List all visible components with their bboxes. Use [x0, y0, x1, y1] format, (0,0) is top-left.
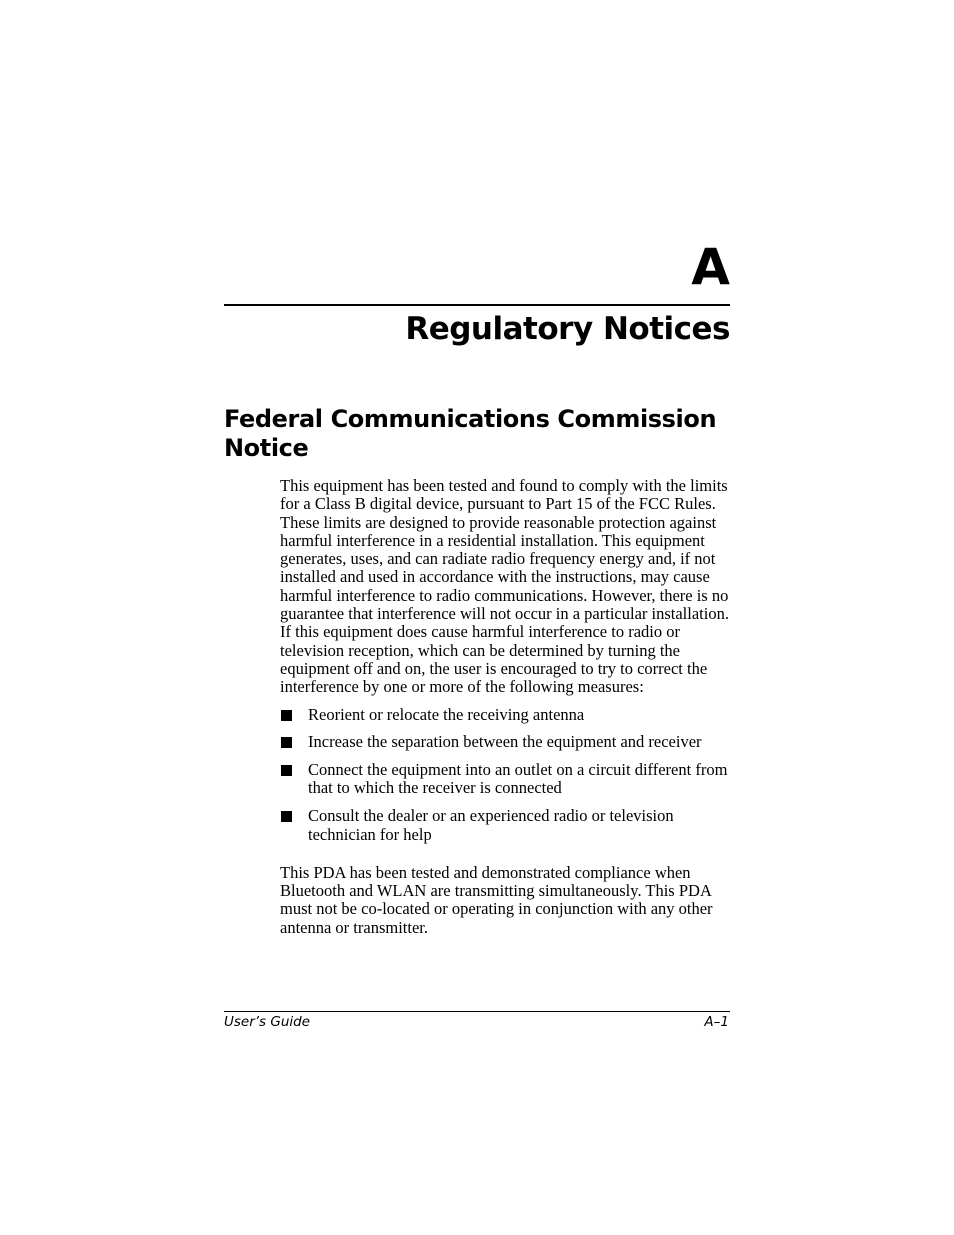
square-bullet-icon	[281, 710, 292, 721]
square-bullet-icon	[281, 811, 292, 822]
compliance-paragraph: This PDA has been tested and demonstrated compliance when Bluetooth and WLAN are transmitting simultaneously. This PDA must not be co-located or operating in conjunction with any other antenna or transmitter.	[280, 862, 713, 937]
chapter-title: Regulatory Notices	[405, 311, 730, 347]
chapter-letter: A	[691, 238, 730, 296]
list-item-text: Consult the dealer or an experienced radio or television technician for help	[308, 806, 674, 844]
list-item	[280, 706, 732, 724]
square-bullet-icon	[281, 765, 292, 776]
list-item	[280, 807, 732, 844]
section-heading: Federal Communications Commission Notice	[224, 405, 717, 462]
square-bullet-icon	[281, 737, 292, 748]
list-item-text: Connect the equipment into an outlet on a circuit different from that to which the receiver is connected	[308, 760, 728, 798]
intro-paragraph: This equipment has been tested and found to comply with the limits for a Class B digital device, pursuant to Part 15 of the FCC Rules. These limits are designed to provide reasonable protection against harmful interference in a residential installation. This equipment generates, uses, and can radiate radio frequency energy and, if not installed and used in accordance with the instructions, may cause harmful interference to radio communications. However, there is no guarantee that interference will not occur in a particular installation. If this equipment does cause harmful interference to radio or television reception, which can be determined by turning the equipment off and on, the user is encouraged to try to correct the interference by one or more of the following measures:	[280, 476, 729, 697]
footer-guide-title: User’s Guide	[224, 1014, 311, 1030]
list-item-text: Increase the separation between the equipment and receiver	[308, 732, 702, 752]
list-item-text: Reorient or relocate the receiving antenna	[308, 704, 585, 724]
section-body	[280, 477, 732, 937]
chapter-rule	[224, 304, 730, 306]
list-item	[280, 761, 732, 798]
footer-page-number: A–1	[704, 1014, 729, 1030]
list-item	[280, 733, 732, 751]
measures-list	[280, 706, 732, 844]
footer-rule	[224, 1011, 730, 1012]
